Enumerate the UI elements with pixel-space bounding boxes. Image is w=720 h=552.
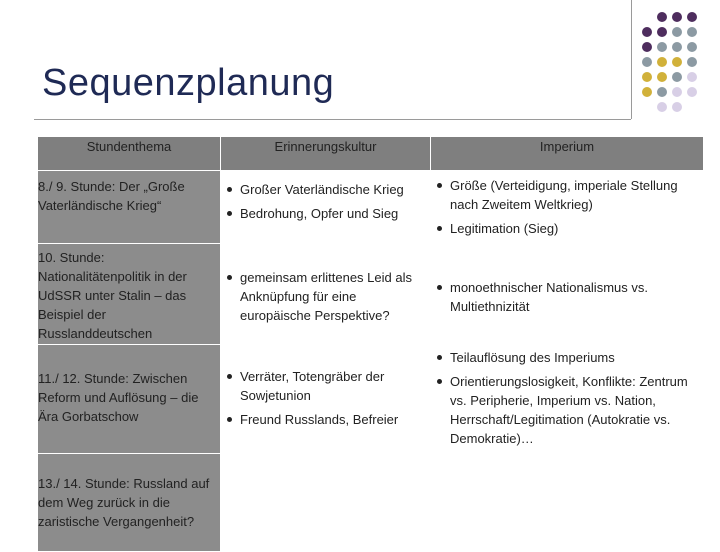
decorative-dot [687,72,697,82]
list-item: Freund Russlands, Befreier [221,410,430,429]
memory-list [221,268,430,325]
decorative-dot [687,12,697,22]
decorative-dot [672,27,682,37]
decorative-dot [657,57,667,67]
decorative-dot [687,87,697,97]
empire-list [431,176,703,238]
slide-title: Sequenzplanung [42,62,335,104]
empire-list [431,348,703,448]
header-topic: Stundenthema [38,137,221,171]
empire-cell [431,171,704,244]
empire-cell [431,454,704,552]
decorative-dot [657,102,667,112]
list-item: Größe (Verteidigung, imperiale Stellung nach Zweitem Weltkrieg) [431,176,703,214]
list-item: Bedrohung, Opfer und Sieg [221,204,430,223]
list-item: Orientierungslosigkeit, Konflikte: Zentrum vs. Peripherie, Imperium vs. Nation, Herrschaft/Legitimation (Autokratie vs. Demokratie)… [431,372,703,448]
decorative-dot [672,57,682,67]
topic-cell [38,345,221,454]
topic-text: 8./ 9. Stunde: Der „Große Vaterländische Krieg“ [38,179,185,213]
decorative-dot [672,12,682,22]
vertical-divider [631,0,632,119]
table-header-row [38,137,704,171]
empire-cell [431,244,704,345]
decorative-dot [642,87,652,97]
decorative-dot [657,72,667,82]
decorative-dot [657,42,667,52]
decorative-dot [642,42,652,52]
list-item: Verräter, Totengräber der Sowjetunion [221,367,430,405]
decorative-dot-grid [636,4,720,120]
header-memory-culture: Erinnerungskultur [221,137,431,171]
lesson-plan-table [37,136,704,552]
list-item: monoethnischer Nationalismus vs. Multiethnizität [431,278,703,316]
decorative-dot [687,57,697,67]
topic-cell [38,454,221,552]
empire-list [431,278,703,316]
decorative-dot [687,27,697,37]
topic-cell [38,244,221,345]
decorative-dot [672,42,682,52]
topic-text: 10. Stunde: Nationalitätenpolitik in der UdSSR unter Stalin – das Beispiel der Russlanddeutschen [38,250,187,341]
decorative-dot [687,42,697,52]
table-row [38,454,704,552]
topic-text: 11./ 12. Stunde: Zwischen Reform und Auflösung – die Ära Gorbatschow [38,371,199,424]
table-row [38,171,704,244]
memory-cell [221,454,431,552]
memory-cell [221,345,431,454]
decorative-dot [672,72,682,82]
memory-cell [221,171,431,244]
decorative-dot [657,12,667,22]
table-row [38,244,704,345]
list-item: Legitimation (Sieg) [431,219,703,238]
list-item: Großer Vaterländische Krieg [221,180,430,199]
list-item: gemeinsam erlittenes Leid als Anknüpfung für eine europäische Perspektive? [221,268,430,325]
decorative-dot [642,27,652,37]
decorative-dot [657,27,667,37]
decorative-dot [642,72,652,82]
memory-list [221,367,430,429]
decorative-dot [657,87,667,97]
topic-cell [38,171,221,244]
decorative-dot [672,87,682,97]
decorative-dot [642,57,652,67]
list-item: Teilauflösung des Imperiums [431,348,703,367]
decorative-dot [672,102,682,112]
memory-cell [221,244,431,345]
title-divider [34,119,631,120]
memory-list [221,180,430,223]
empire-cell [431,345,704,454]
table-row [38,345,704,454]
topic-text: 13./ 14. Stunde: Russland auf dem Weg zurück in die zaristische Vergangenheit? [38,476,210,529]
header-empire: Imperium [431,137,704,171]
